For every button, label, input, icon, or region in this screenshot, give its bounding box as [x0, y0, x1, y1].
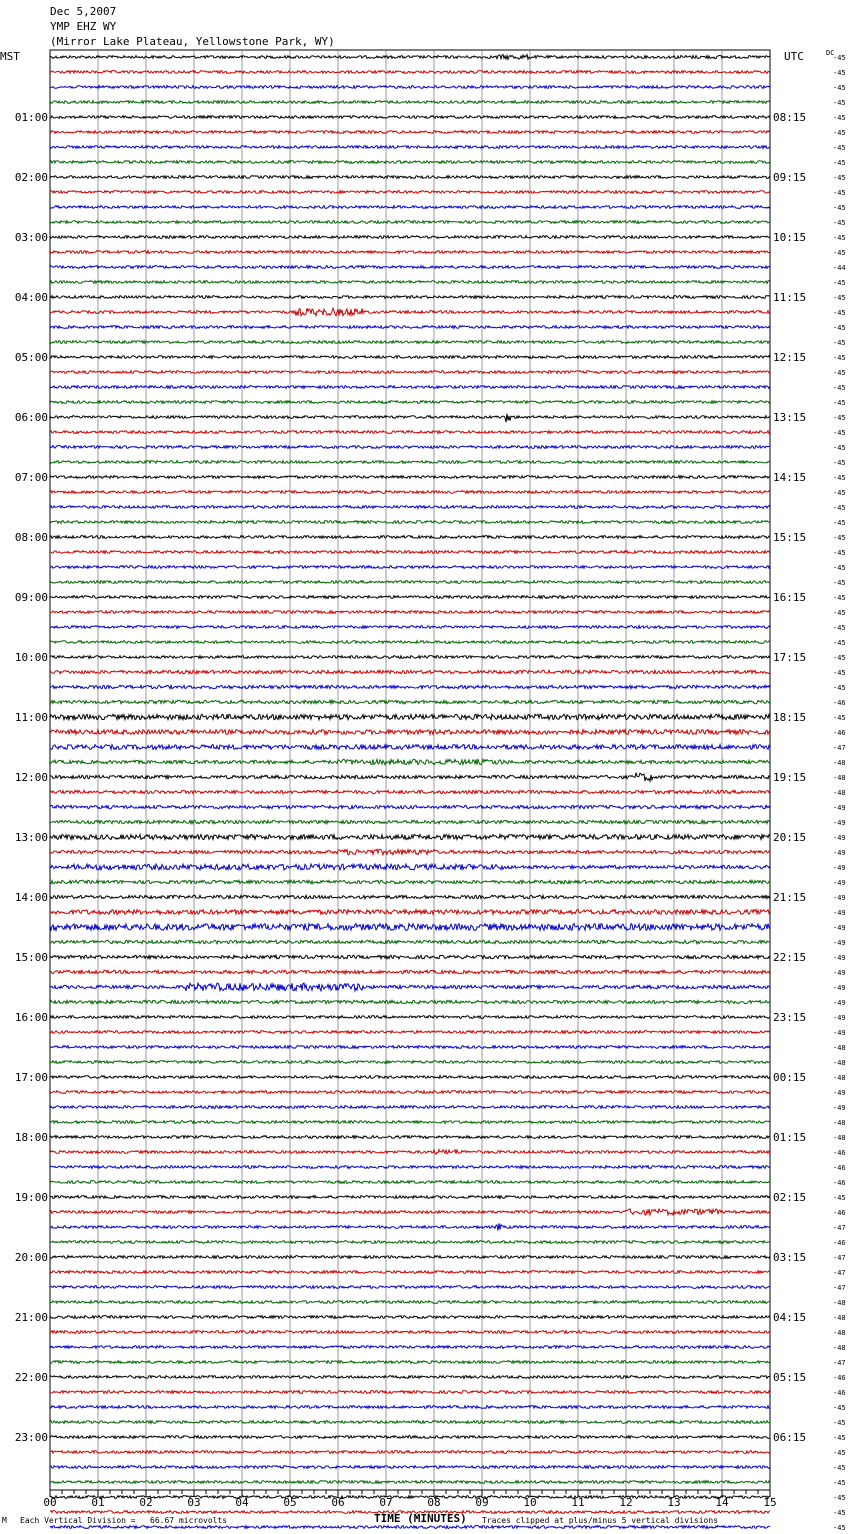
dc-offset-label: -45: [833, 384, 846, 392]
mst-hour-label: 05:00: [14, 351, 48, 364]
seismic-trace: [50, 1061, 770, 1064]
seismic-trace: [50, 1223, 770, 1230]
seismic-trace: [50, 1121, 770, 1124]
mst-hour-label: 17:00: [14, 1071, 48, 1084]
dc-offset-label: -46: [833, 729, 846, 737]
seismic-trace: [50, 1346, 770, 1349]
dc-offset-label: -49: [833, 879, 846, 887]
utc-hour-label: 19:15: [773, 771, 807, 784]
seismic-trace: [50, 1106, 770, 1109]
utc-hour-label: 21:15: [773, 891, 807, 904]
dc-offset-label: -45: [833, 549, 846, 557]
utc-hour-label: 04:15: [773, 1311, 807, 1324]
seismic-trace: [50, 71, 770, 74]
dc-offset-label: -46: [833, 1209, 846, 1217]
utc-hour-label: 23:15: [773, 1011, 807, 1024]
seismic-trace: [50, 759, 770, 764]
dc-offset-label: -49: [833, 1014, 846, 1022]
seismic-trace: [50, 251, 770, 254]
dc-offset-label: -45: [833, 429, 846, 437]
seismic-trace: [50, 281, 770, 284]
seismic-trace: [50, 1421, 770, 1424]
dc-offset-label: -49: [833, 969, 846, 977]
dc-offset-label: -49: [833, 849, 846, 857]
seismic-trace: [50, 1241, 770, 1244]
seismic-trace: [50, 1136, 770, 1139]
utc-hour-label: 03:15: [773, 1251, 807, 1264]
dc-offset-label: -45: [833, 714, 846, 722]
seismic-trace: [50, 506, 770, 509]
x-tick-label: 05: [283, 1496, 297, 1509]
dc-offset-label: -48: [833, 1344, 846, 1352]
dc-offset-label: -45: [833, 129, 846, 137]
seismic-trace: [50, 656, 770, 659]
dc-offset-label: -47: [833, 744, 846, 752]
dc-offset-label: -45: [833, 54, 846, 62]
dc-offset-label: -45: [833, 84, 846, 92]
seismic-trace: [50, 820, 770, 823]
seismic-trace: [50, 1031, 770, 1034]
dc-offset-label: -45: [833, 414, 846, 422]
utc-hour-label: 05:15: [773, 1371, 807, 1384]
dc-offset-label: -45: [833, 684, 846, 692]
seismic-trace: [50, 221, 770, 224]
mst-hour-label: 10:00: [14, 651, 48, 664]
seismic-trace: [50, 55, 770, 60]
seismic-trace: [50, 461, 770, 464]
dc-offset-label: -47: [833, 1254, 846, 1262]
utc-hour-label: 10:15: [773, 231, 807, 244]
x-tick-label: 03: [187, 1496, 201, 1509]
mst-hour-label: 06:00: [14, 411, 48, 424]
seismic-trace: [50, 805, 770, 808]
dc-offset-label: -48: [833, 1044, 846, 1052]
utc-hour-label: 08:15: [773, 111, 807, 124]
x-tick-label: 00: [43, 1496, 57, 1509]
dc-offset-label: -49: [833, 834, 846, 842]
dc-offset-label: -45: [833, 519, 846, 527]
dc-offset-label: -45: [833, 324, 846, 332]
dc-offset-label: -45: [833, 444, 846, 452]
seismic-trace: [50, 308, 770, 316]
dc-offset-label: -46: [833, 699, 846, 707]
utc-hour-label: 13:15: [773, 411, 807, 424]
dc-offset-label: -45: [833, 1464, 846, 1472]
dc-offset-label: -45: [833, 1524, 846, 1532]
x-tick-label: 07: [379, 1496, 393, 1509]
seismic-trace: [50, 1150, 770, 1155]
utc-hour-label: 14:15: [773, 471, 807, 484]
seismic-trace: [50, 1209, 770, 1215]
dc-offset-label: -45: [833, 174, 846, 182]
seismic-trace: [50, 146, 770, 149]
seismic-trace: [50, 116, 770, 119]
seismic-trace: [50, 401, 770, 404]
dc-offset-label: -47: [833, 1269, 846, 1277]
seismic-trace: [50, 940, 770, 943]
seismic-trace: [50, 101, 770, 104]
utc-hour-label: 00:15: [773, 1071, 807, 1084]
seismic-trace: [50, 745, 770, 750]
plot-date: Dec 5,2007: [50, 5, 117, 18]
dc-offset-label: -45: [833, 459, 846, 467]
seismic-trace: [50, 1391, 770, 1394]
seismic-trace: [50, 1181, 770, 1184]
seismic-trace: [50, 431, 770, 434]
mst-hour-label: 14:00: [14, 891, 48, 904]
seismic-trace: [50, 1316, 770, 1319]
seismic-trace: [50, 446, 770, 449]
mst-hour-label: 09:00: [14, 591, 48, 604]
seismic-trace: [50, 1000, 770, 1003]
seismic-trace: [50, 1526, 770, 1529]
dc-offset-label: -45: [833, 99, 846, 107]
dc-offset-label: -45: [833, 489, 846, 497]
seismic-trace: [50, 296, 770, 299]
dc-offset-label: -45: [833, 279, 846, 287]
seismic-trace: [50, 1016, 770, 1019]
seismic-trace: [50, 790, 770, 793]
x-tick-label: 06: [331, 1496, 345, 1509]
plot-frame: [50, 50, 770, 1490]
dc-offset-label: -45: [833, 399, 846, 407]
seismic-trace: [50, 864, 770, 870]
seismic-trace: [50, 1286, 770, 1289]
utc-hour-label: 02:15: [773, 1191, 807, 1204]
seismic-trace: [50, 86, 770, 89]
seismic-trace: [50, 1076, 770, 1079]
mst-hour-label: 02:00: [14, 171, 48, 184]
x-tick-label: 09: [475, 1496, 489, 1509]
seismic-trace: [50, 910, 770, 915]
dc-offset-label: -45: [833, 354, 846, 362]
x-tick-label: 13: [667, 1496, 681, 1509]
seismic-trace: [50, 670, 770, 673]
seismic-trace: [50, 491, 770, 494]
dc-offset-label: -49: [833, 1104, 846, 1112]
mst-hour-label: 08:00: [14, 531, 48, 544]
dc-offset-label: -48: [833, 1059, 846, 1067]
dc-offset-label: -47: [833, 1224, 846, 1232]
utc-hour-label: 06:15: [773, 1431, 807, 1444]
dc-offset-label: -45: [833, 1479, 846, 1487]
dc-offset-label: -45: [833, 1494, 846, 1502]
x-tick-label: 08: [427, 1496, 441, 1509]
dc-offset-label: -45: [833, 369, 846, 377]
dc-offset-label: -48: [833, 759, 846, 767]
dc-offset-label: -49: [833, 894, 846, 902]
mst-hour-label: 01:00: [14, 111, 48, 124]
station-location: (Mirror Lake Plateau, Yellowstone Park, WY): [50, 35, 335, 48]
dc-offset-label: -49: [833, 954, 846, 962]
mst-hour-label: 19:00: [14, 1191, 48, 1204]
dc-offset-label: -45: [833, 234, 846, 242]
dc-offset-label: -45: [833, 639, 846, 647]
dc-offset-label: -49: [833, 1089, 846, 1097]
dc-offset-label: -46: [833, 1179, 846, 1187]
dc-offset-label: -45: [833, 1194, 846, 1202]
seismic-trace: [50, 266, 770, 269]
seismic-trace: [50, 414, 770, 423]
utc-hour-label: 15:15: [773, 531, 807, 544]
station-name: YMP EHZ WY: [50, 20, 117, 33]
dc-offset-label: -45: [833, 249, 846, 257]
seismic-trace: [50, 626, 770, 629]
dc-offset-label: -49: [833, 1029, 846, 1037]
x-tick-label: 14: [715, 1496, 729, 1509]
utc-hour-label: 17:15: [773, 651, 807, 664]
dc-offset-label: -45: [833, 204, 846, 212]
dc-offset-label: -49: [833, 984, 846, 992]
dc-offset-label: -45: [833, 609, 846, 617]
dc-offset-label: -48: [833, 1074, 846, 1082]
seismic-trace: [50, 970, 770, 973]
utc-hour-label: 22:15: [773, 951, 807, 964]
dc-offset-label: -48: [833, 1299, 846, 1307]
seismic-trace: [50, 849, 770, 855]
seismic-trace: [50, 341, 770, 344]
mst-hour-label: 13:00: [14, 831, 48, 844]
dc-offset-header: DC: [826, 49, 835, 57]
seismic-trace: [50, 1481, 770, 1484]
seismic-trace: [50, 536, 770, 539]
mst-hour-label: 03:00: [14, 231, 48, 244]
x-tick-label: 02: [139, 1496, 153, 1509]
dc-offset-label: -45: [833, 114, 846, 122]
dc-offset-label: -45: [833, 294, 846, 302]
seismic-trace: [50, 895, 770, 898]
dc-offset-label: -45: [833, 189, 846, 197]
dc-offset-label: -48: [833, 1119, 846, 1127]
seismic-trace: [50, 386, 770, 389]
seismic-trace: [50, 131, 770, 134]
x-tick-label: 12: [619, 1496, 633, 1509]
dc-offset-label: -46: [833, 1149, 846, 1157]
seismic-trace: [50, 521, 770, 524]
utc-hour-label: 12:15: [773, 351, 807, 364]
utc-hour-label: 01:15: [773, 1131, 807, 1144]
seismic-trace: [50, 773, 770, 782]
vertical-scale-note: Each Vertical Division = 66.67 microvolts: [20, 1516, 228, 1525]
mst-hour-label: 12:00: [14, 771, 48, 784]
x-axis-title: TIME (MINUTES): [374, 1512, 467, 1525]
mst-hour-label: 16:00: [14, 1011, 48, 1024]
seismic-trace: [50, 1046, 770, 1049]
seismic-trace: [50, 566, 770, 569]
x-tick-label: 10: [523, 1496, 537, 1509]
seismic-trace: [50, 176, 770, 179]
mst-hour-label: 23:00: [14, 1431, 48, 1444]
mst-hour-label: 11:00: [14, 711, 48, 724]
utc-hour-label: 16:15: [773, 591, 807, 604]
dc-offset-label: -45: [833, 654, 846, 662]
utc-hour-label: 18:15: [773, 711, 807, 724]
mst-hour-label: 22:00: [14, 1371, 48, 1384]
dc-offset-label: -45: [833, 594, 846, 602]
dc-offset-label: -45: [833, 504, 846, 512]
seismic-trace: [50, 206, 770, 209]
seismic-trace: [50, 1361, 770, 1364]
mst-hour-label: 18:00: [14, 1131, 48, 1144]
dc-offset-label: -46: [833, 1389, 846, 1397]
x-tick-label: 11: [571, 1496, 585, 1509]
dc-offset-label: -45: [833, 159, 846, 167]
seismic-trace: [50, 955, 770, 958]
dc-offset-label: -45: [833, 534, 846, 542]
dc-offset-label: -45: [833, 474, 846, 482]
seismic-trace: [50, 581, 770, 584]
dc-offset-label: -49: [833, 864, 846, 872]
seismic-trace: [50, 835, 770, 840]
dc-offset-label: -46: [833, 1374, 846, 1382]
seismic-trace: [50, 611, 770, 614]
clip-note: Traces clipped at plus/minus 5 vertical divisions: [482, 1516, 719, 1525]
utc-hour-label: 11:15: [773, 291, 807, 304]
left-timezone-label: MST: [0, 50, 20, 63]
seismic-trace: [50, 1331, 770, 1334]
dc-offset-label: -45: [833, 1434, 846, 1442]
dc-offset-label: -45: [833, 1449, 846, 1457]
mst-hour-label: 04:00: [14, 291, 48, 304]
utc-hour-label: 09:15: [773, 171, 807, 184]
footer-mark: M: [2, 1516, 7, 1525]
seismic-trace: [50, 161, 770, 164]
seismic-trace: [50, 983, 770, 991]
mst-hour-label: 15:00: [14, 951, 48, 964]
dc-offset-label: -45: [833, 309, 846, 317]
seismic-trace: [50, 714, 770, 719]
dc-offset-label: -45: [833, 579, 846, 587]
dc-offset-label: -48: [833, 1329, 846, 1337]
seismic-trace: [50, 1436, 770, 1439]
seismic-trace: [50, 371, 770, 374]
x-tick-label: 01: [91, 1496, 105, 1509]
dc-offset-label: -46: [833, 1164, 846, 1172]
seismic-trace: [50, 476, 770, 479]
seismic-trace: [50, 700, 770, 703]
seismic-trace: [50, 1091, 770, 1094]
dc-offset-label: -45: [833, 1509, 846, 1517]
dc-offset-label: -49: [833, 804, 846, 812]
dc-offset-label: -49: [833, 939, 846, 947]
seismic-trace: [50, 1196, 770, 1199]
right-timezone-label: UTC: [784, 50, 804, 63]
dc-offset-label: -45: [833, 69, 846, 77]
dc-offset-label: -47: [833, 1284, 846, 1292]
dc-offset-label: -49: [833, 819, 846, 827]
x-tick-label: 04: [235, 1496, 249, 1509]
dc-offset-label: -49: [833, 909, 846, 917]
seismic-trace: [50, 1166, 770, 1169]
seismic-trace: [50, 1496, 770, 1499]
dc-offset-label: -45: [833, 1404, 846, 1412]
seismic-trace: [50, 236, 770, 239]
dc-offset-label: -49: [833, 924, 846, 932]
seismic-trace: [50, 191, 770, 194]
dc-offset-label: -45: [833, 624, 846, 632]
seismic-trace: [50, 1256, 770, 1259]
dc-offset-label: -45: [833, 219, 846, 227]
dc-offset-label: -47: [833, 1359, 846, 1367]
dc-offset-label: -49: [833, 999, 846, 1007]
seismic-trace: [50, 1406, 770, 1409]
seismic-trace: [50, 1301, 770, 1304]
seismic-trace: [50, 730, 770, 735]
dc-offset-label: -44: [833, 264, 846, 272]
dc-offset-label: -45: [833, 564, 846, 572]
utc-hour-label: 20:15: [773, 831, 807, 844]
seismic-trace: [50, 596, 770, 599]
seismic-trace: [50, 924, 770, 931]
seismic-trace: [50, 641, 770, 644]
x-tick-label: 15: [763, 1496, 777, 1509]
mst-hour-label: 07:00: [14, 471, 48, 484]
dc-offset-label: -46: [833, 1239, 846, 1247]
seismic-trace: [50, 1466, 770, 1469]
dc-offset-label: -48: [833, 789, 846, 797]
mst-hour-label: 20:00: [14, 1251, 48, 1264]
dc-offset-label: -48: [833, 774, 846, 782]
dc-offset-label: -48: [833, 1134, 846, 1142]
seismic-trace: [50, 880, 770, 883]
seismic-trace: [50, 356, 770, 359]
seismic-trace: [50, 1271, 770, 1274]
seismic-trace: [50, 551, 770, 554]
seismic-trace: [50, 685, 770, 688]
mst-hour-label: 21:00: [14, 1311, 48, 1324]
seismic-trace: [50, 1451, 770, 1454]
dc-offset-label: -48: [833, 1314, 846, 1322]
dc-offset-label: -45: [833, 144, 846, 152]
dc-offset-label: -45: [833, 669, 846, 677]
dc-offset-label: -45: [833, 1419, 846, 1427]
seismic-trace: [50, 326, 770, 329]
dc-offset-label: -45: [833, 339, 846, 347]
seismic-trace: [50, 1376, 770, 1379]
